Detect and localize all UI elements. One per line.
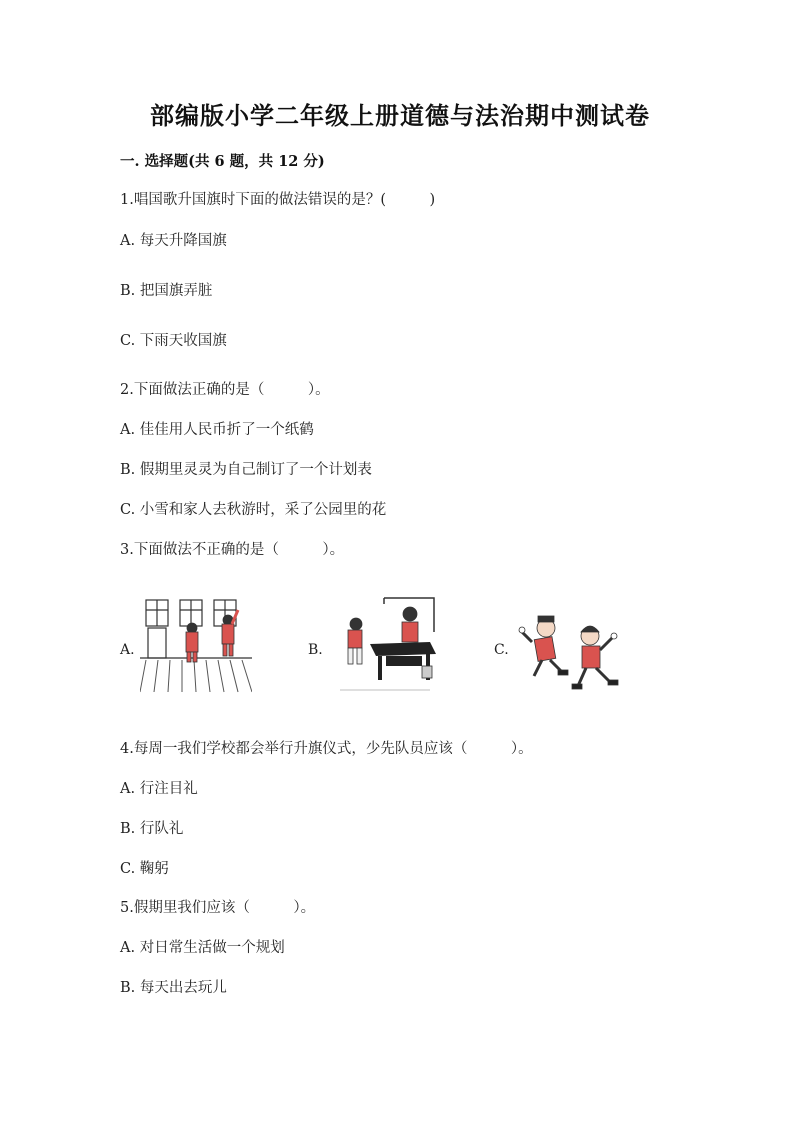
question-5-option-a: A. 对日常生活做一个规划 (120, 940, 285, 956)
image-option-c-label: C. (494, 642, 509, 658)
image-option-b-desk-cleaning (326, 596, 438, 696)
question-4-stem: 4.每周一我们学校都会举行升旗仪式，少先队员应该（ ）。 (120, 741, 533, 757)
image-option-a-window-climbing (140, 598, 252, 694)
question-4-option-c: C. 鞠躬 (120, 861, 169, 877)
question-2-option-a: A. 佳佳用人民币折了一个纸鹤 (120, 422, 314, 438)
page-title: 部编版小学二年级上册道德与法治期中测试卷 (150, 101, 650, 130)
question-1-option-b: B. 把国旗弄脏 (120, 283, 213, 299)
section-heading: 一. 选择题(共 6 题，共 12 分) (120, 153, 325, 170)
question-3-stem: 3.下面做法不正确的是（ ）。 (120, 542, 345, 558)
question-1-stem: 1.唱国歌升国旗时下面的做法错误的是？( ) (120, 192, 436, 208)
image-option-b-label: B. (308, 642, 323, 658)
question-5-option-b: B. 每天出去玩儿 (120, 980, 227, 996)
question-1-option-a: A. 每天升降国旗 (120, 233, 227, 249)
question-4-option-b: B. 行队礼 (120, 821, 184, 837)
question-3-image-options (120, 592, 640, 702)
question-2-option-c: C. 小雪和家人去秋游时，采了公园里的花 (120, 502, 387, 518)
question-2-option-b: B. 假期里灵灵为自己制订了一个计划表 (120, 462, 372, 478)
question-4-option-a: A. 行注目礼 (120, 781, 198, 797)
image-option-c-children-fighting (518, 612, 630, 696)
question-5-stem: 5.假期里我们应该（ ）。 (120, 900, 316, 916)
image-option-a-label: A. (120, 642, 135, 658)
question-2-stem: 2.下面做法正确的是（ ）。 (120, 382, 330, 398)
question-1-option-c: C. 下雨天收国旗 (120, 333, 227, 349)
